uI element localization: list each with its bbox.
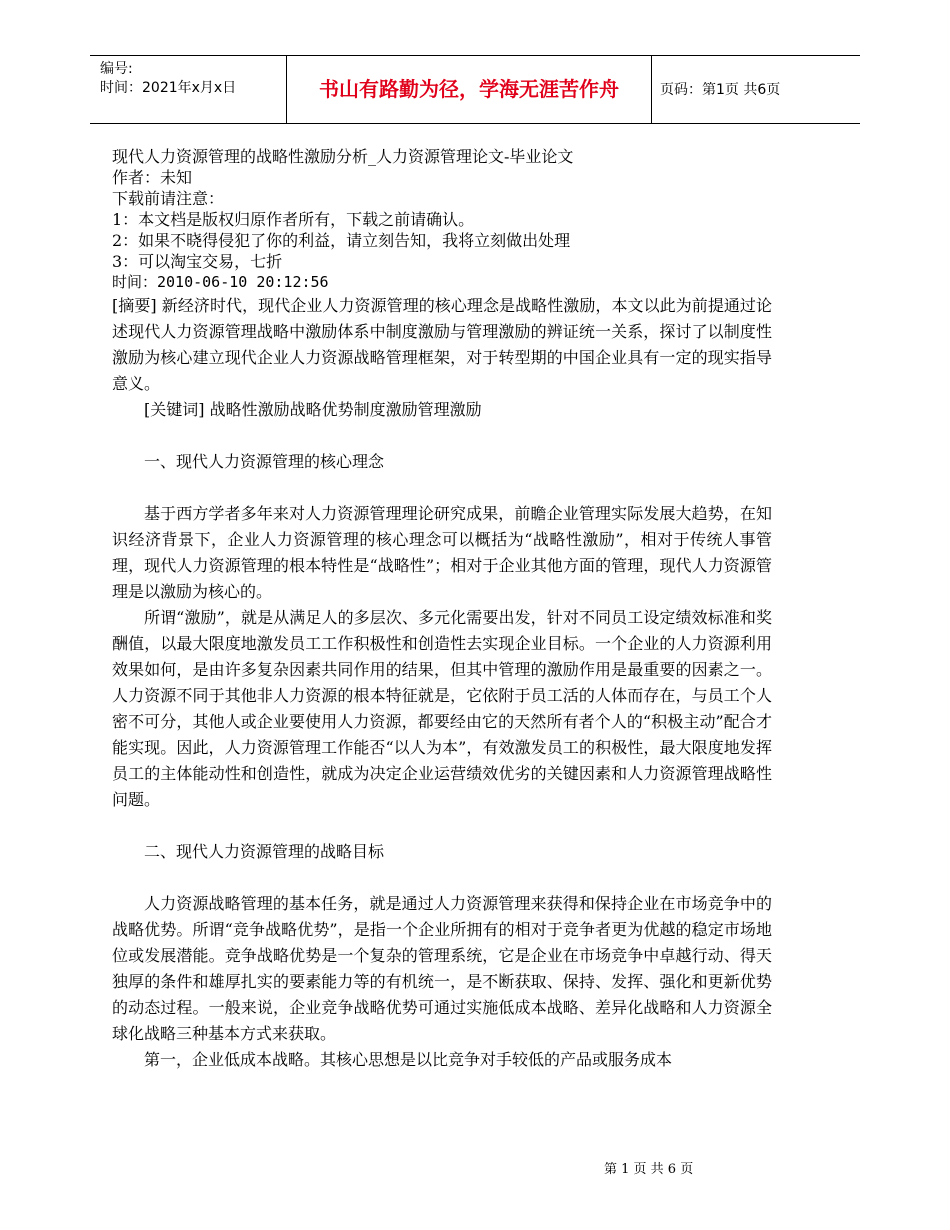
section-2-paragraph-1: 人力资源战略管理的基本任务，就是通过人力资源管理来获得和保持企业在市场竞争中的战略优势。所谓“竞争战略优势”，是指一个企业所拥有的相对于竞争者更为优越的稳定市场地位或发展潜能。竞争战略优势是一个复杂的管理系统，它是企业在市场竞争中卓越行动、得天独厚的条件和雄厚扎实的要素能力等的有机统一，是不断获取、保持、发挥、强化和更新优势的动态过程。一般来说，企业竞争战略优势可通过实施低成本战略、差异化战略和人力资源全球化战略三种基本方式来获取。 xyxy=(112,894,772,1043)
abstract-paragraph: [摘要] 新经济时代，现代企业人力资源管理的核心理念是战略性激励，本文以此为前提通过论述现代人力资源管理战略中激励体系中制度激励与管理激励的辨证统一关系，探讨了以制度性激励为核心建立现代企业人力资源战略管理框架，对于转型期的中国企业具有一定的现实指导意义。 xyxy=(112,296,772,393)
document-title: 现代人力资源管理的战略性激励分析_人力资源管理论文-毕业论文 xyxy=(112,147,574,166)
section-2-paragraph-2: 第一，企业低成本战略。其核心思想是以比竞争对手较低的产品或服务成本 xyxy=(144,1050,673,1069)
header-meta xyxy=(100,60,290,98)
page-header xyxy=(90,55,860,124)
section-1-paragraph-1: 基于西方学者多年来对人力资源管理理论研究成果，前瞻企业管理实际发展大趋势，在知识经济背景下，企业人力资源管理的核心理念可以概括为“战略性激励”，相对于传统人事管理，现代人力资源管理的根本特性是“战略性”；相对于企业其他方面的管理，现代人力资源管理是以激励为核心的。 xyxy=(112,504,772,601)
section-1-paragraph-2: 所谓“激励”，就是从满足人的多层次、多元化需要出发，针对不同员工设定绩效标准和奖酬值，以最大限度地激发员工工作积极性和创造性去实现企业目标。一个企业的人力资源利用效果如何，是由许多复杂因素共同作用的结果，但其中管理的激励作用是最重要的因素之一。人力资源不同于其他非人力资源的根本特征就是，它依附于员工活的人体而存在，与员工个人密不可分，其他人或企业要使用人力资源，都要经由它的天然所有者个人的“积极主动”配合才能实现。因此，人力资源管理工作能否“以人为本”，有效激发员工的积极性，最大限度地发挥员工的主体能动性和创造性，就成为决定企业运营绩效优劣的关键因素和人力资源管理战略性问题。 xyxy=(112,608,772,809)
notice-item-3: 3：可以淘宝交易，七折 xyxy=(112,252,283,271)
header-motto: 书山有路勤为径，学海无涯苦作舟 xyxy=(319,77,619,101)
page-footer: 第 1 页 共 6 页 xyxy=(604,1162,694,1177)
spacer xyxy=(112,475,772,501)
section-1-title: 一、现代人力资源管理的核心理念 xyxy=(144,452,385,471)
spacer xyxy=(112,423,772,449)
notice-heading: 下载前请注意： xyxy=(112,189,225,208)
section-2-title: 二、现代人力资源管理的战略目标 xyxy=(144,842,385,861)
header-page-label: 页码：第1页 共6页 xyxy=(660,82,781,98)
header-divider xyxy=(651,56,652,123)
keywords-line: [关键词] 战略性激励战略优势制度激励管理激励 xyxy=(144,400,482,419)
document-author: 作者：未知 xyxy=(112,168,193,187)
document-body xyxy=(112,146,772,1073)
notice-item-2: 2：如果不晓得侵犯了你的利益，请立刻告知，我将立刻做出处理 xyxy=(112,231,571,250)
spacer xyxy=(112,865,772,891)
document-time: 时间：2010-06-10 20:12:56 xyxy=(112,273,329,291)
notice-item-1: 1：本文档是版权归原作者所有，下载之前请确认。 xyxy=(112,210,475,229)
header-number-label: 编号: xyxy=(100,61,133,77)
header-time-label: 时间：2021年x月x日 xyxy=(100,80,237,96)
spacer xyxy=(112,813,772,839)
